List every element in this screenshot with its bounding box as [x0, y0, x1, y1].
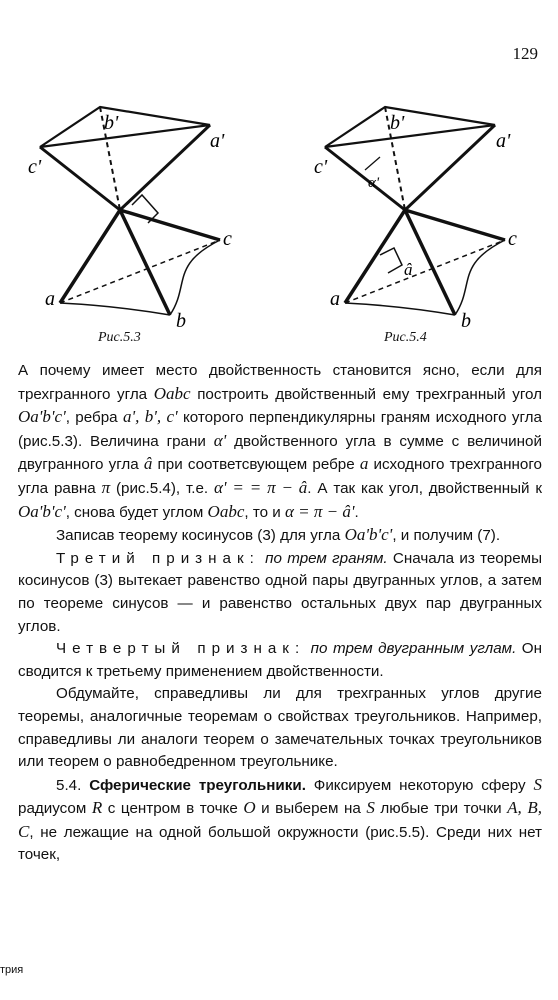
label-b-prime: b'	[104, 112, 119, 134]
text-run: исходного трехгранного угла равна	[18, 456, 542, 497]
math-run: S	[533, 774, 542, 794]
section-number: 5.4.	[56, 776, 90, 794]
text-run: построить двойственный ему трехгранный угол	[190, 385, 542, 403]
criterion-heading: Третий признак:	[56, 549, 260, 567]
text-run: (рис.5.4), т.е.	[110, 479, 214, 497]
label-b-prime: b'	[390, 112, 405, 134]
text-run: двойственного угла в сумме с величиной двугранного угла	[18, 432, 542, 474]
label-alpha-prime: α'	[368, 175, 380, 191]
text-run: Фиксируем некоторую сферу	[305, 776, 534, 794]
text-run: , и получим (7).	[392, 527, 501, 545]
text-run: .	[354, 503, 359, 521]
math-run: π	[101, 477, 111, 497]
paragraph-4	[18, 638, 542, 683]
figure-5-4-caption: Рис.5.4	[384, 330, 427, 345]
math-run: Oa'b'c'	[344, 525, 393, 545]
label-c-prime: c'	[28, 156, 42, 178]
math-run: α'	[213, 430, 227, 450]
section-title: Сферические треугольники.	[89, 776, 306, 794]
math-run: O	[243, 798, 256, 818]
text-run: , не лежащие на одной большой окружности (рис.5.5). Среди них нет точек,	[18, 823, 542, 864]
math-run: R	[91, 798, 103, 818]
label-b: b	[176, 310, 186, 332]
figure-5-4	[310, 95, 550, 335]
label-a: a	[45, 288, 55, 310]
math-run: a	[359, 454, 369, 474]
figure-5-4-drawing	[310, 95, 550, 335]
text-run: радиусом	[18, 800, 92, 818]
text-run: при соответсвующем ребре	[152, 456, 360, 474]
figure-5-3-drawing	[20, 95, 260, 335]
paragraph-2	[18, 524, 542, 548]
criterion-name: по трем двугранным углам.	[305, 640, 517, 658]
paragraph-3	[18, 548, 542, 638]
text-run: , снова будет углом	[65, 503, 208, 521]
math-run: Oa'b'c'	[18, 407, 66, 427]
text-run: , то и	[244, 503, 285, 521]
text-run: Записав теорему косинусов (3) для угла	[56, 527, 345, 545]
text-run: Сначала из теоремы косинусов (3) вытекает равенство одной пары двугранных углов, а затем по теореме синусов — и равенство остальных двух пар двугранных углов.	[18, 549, 543, 635]
criterion-name: по трем граням.	[259, 549, 388, 567]
text-run: А почему имеет место двойственность становится ясно, если для трехгранного угла	[18, 362, 542, 403]
text-run: , ребра	[65, 409, 123, 427]
math-run: Oabc	[153, 383, 191, 403]
label-c-prime: c'	[314, 156, 328, 178]
text-run: которого перпендикулярны граням исходного угла (рис.5.3). Величина грани	[18, 409, 542, 450]
paragraph-1	[18, 360, 542, 524]
label-alpha-hat: â	[404, 260, 413, 279]
text-run: любые три точки	[374, 800, 508, 818]
text-run: и выберем на	[255, 800, 367, 818]
criterion-heading: Четвертый признак:	[56, 640, 306, 658]
paragraph-5: Обдумайте, справедливы ли для трехгранных углов другие теоремы, аналогичные теоремам о свойствах треугольников. Например, справедливы ли аналоги теорем о замечательных точках треугольников или теорем о равнобедренном треугольнике.	[18, 685, 542, 771]
text-run: . А так как угол, двойственный к	[307, 479, 542, 497]
label-c: c	[508, 228, 517, 250]
figure-5-3	[20, 95, 260, 335]
footer-text: трия	[0, 964, 24, 976]
label-a-prime: a'	[496, 130, 511, 152]
math-run: α = π − â'	[284, 501, 355, 521]
paragraph-6	[18, 774, 542, 867]
label-c: c	[223, 228, 232, 250]
label-a: a	[330, 288, 340, 310]
math-run: Oabc	[207, 501, 245, 521]
math-run: â	[143, 454, 153, 474]
math-run: S	[366, 798, 375, 818]
math-run: A, B, C	[18, 798, 542, 841]
page-number: 129	[512, 44, 538, 63]
figure-5-3-caption: Рис.5.3	[98, 330, 141, 345]
label-a-prime: a'	[210, 130, 225, 152]
math-run: Oa'b'c'	[18, 501, 66, 521]
math-run: α' = = π − â	[213, 477, 308, 497]
body-text	[18, 360, 542, 867]
math-run: a', b', c'	[122, 407, 178, 427]
label-b: b	[461, 310, 471, 332]
text-run: Он сводится к третьему применением двойственности.	[18, 640, 543, 680]
text-run: с центром в точке	[102, 800, 244, 818]
